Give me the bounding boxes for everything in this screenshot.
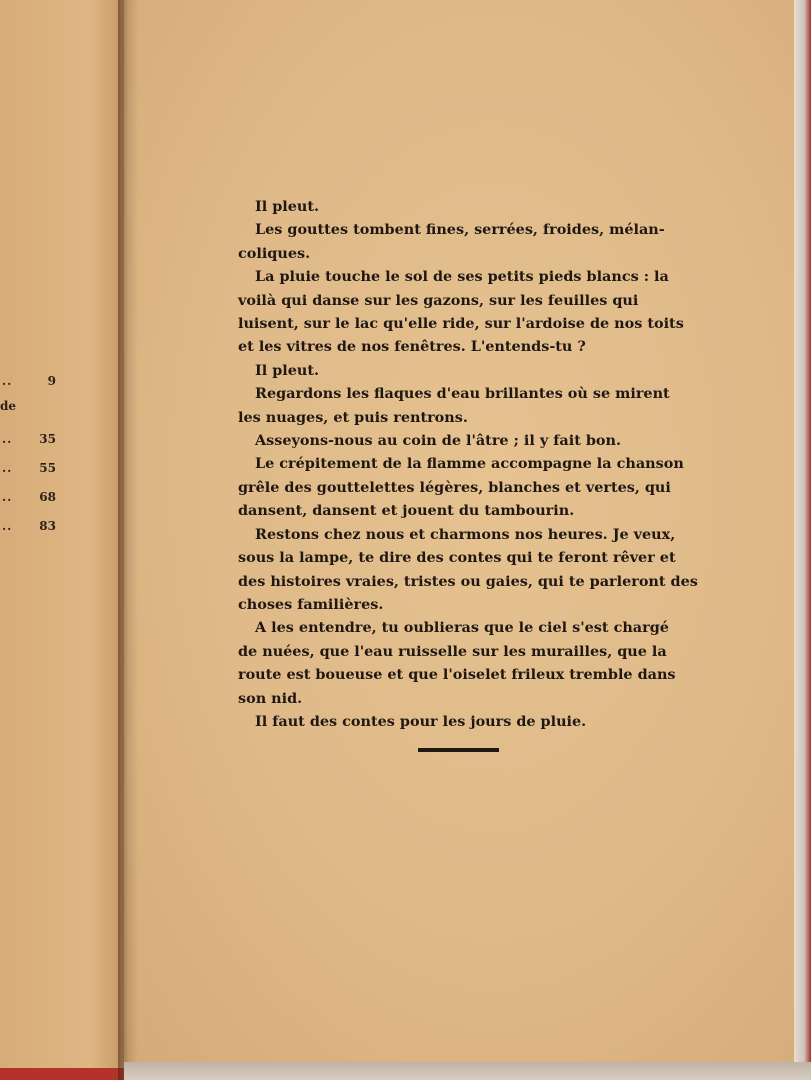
gutter-shadow — [118, 0, 138, 1080]
paragraph — [238, 382, 670, 429]
text-line: voilà qui danse sur les gazons, sur les feuilles qui — [238, 291, 639, 309]
text-line: Le crépitement de la flamme accompagne la chanson — [255, 455, 684, 473]
paragraph — [238, 218, 669, 265]
text-line: Restons chez nous et charmons nos heures. Je veux, — [255, 525, 676, 543]
text-line: Regardons les flaques d'eau brillantes où se mirent — [255, 385, 670, 403]
text-line: grêle des gouttelettes légères, blanches et vertes, qui — [238, 478, 671, 496]
toc-entry — [0, 455, 56, 484]
text-line: Il faut des contes pour les jours de pluie. — [255, 712, 587, 730]
toc-leader-dots: .. — [2, 519, 13, 533]
paragraph — [238, 452, 684, 522]
toc-entry — [0, 513, 56, 542]
text-line: les nuages, et puis rentrons. — [238, 408, 468, 426]
toc-page-number: 83 — [39, 519, 56, 533]
paragraph — [238, 523, 698, 617]
text-line: A les entendre, tu oublieras que le ciel s'est chargé — [255, 619, 669, 637]
paragraph — [238, 616, 676, 710]
toc-entry — [0, 397, 56, 426]
page-stack-edge — [794, 0, 811, 1080]
toc-leader-dots: .. — [2, 374, 13, 388]
text-line: choses familières. — [238, 595, 384, 613]
toc-entry — [0, 368, 56, 397]
toc-entry-word: de — [0, 399, 17, 413]
text-line: des histoires vraies, tristes ou gaies, qui te parleront des — [238, 572, 698, 590]
left-page — [0, 0, 128, 1080]
text-line: Les gouttes tombent fines, serrées, froides, mélan- — [255, 221, 665, 239]
text-line: de nuées, que l'eau ruisselle sur les murailles, que la — [238, 642, 667, 660]
toc-page-number: 55 — [39, 461, 56, 475]
text-line: Il pleut. — [255, 361, 320, 379]
text-line: coliques. — [238, 244, 311, 262]
text-line: Il pleut. — [255, 198, 320, 215]
paragraph — [238, 265, 684, 359]
paragraph — [255, 710, 669, 733]
toc-page-number: 35 — [39, 432, 56, 446]
cover-edge — [0, 1068, 128, 1080]
text-line: luisent, sur le lac qu'elle ride, sur l'ardoise de nos toits — [238, 315, 684, 333]
paragraph — [255, 429, 669, 452]
toc-leader-dots: .. — [2, 432, 13, 446]
toc-entry — [0, 484, 56, 513]
body-text — [238, 195, 698, 733]
text-line: son nid. — [238, 689, 303, 707]
toc-entry — [0, 426, 56, 455]
page-bottom-edge — [124, 1062, 811, 1080]
toc-leader-dots: .. — [2, 461, 13, 475]
paragraph — [255, 359, 669, 382]
toc-page-number: 68 — [39, 490, 56, 504]
toc-leader-dots: .. — [2, 490, 13, 504]
text-line: Asseyons-nous au coin de l'âtre ; il y fait bon. — [255, 432, 621, 450]
text-line: route est boueuse et que l'oiselet frileux tremble dans — [238, 666, 676, 684]
text-line: dansent, dansent et jouent du tambourin. — [238, 502, 575, 520]
table-of-contents-fragment — [0, 368, 56, 542]
paragraph — [255, 195, 669, 218]
text-line: sous la lampe, te dire des contes qui te feront rêver et — [238, 549, 676, 567]
text-line: et les vitres de nos fenêtres. L'entends-tu ? — [238, 338, 586, 356]
section-end-rule — [418, 748, 499, 752]
toc-page-number: 9 — [47, 374, 56, 388]
text-line: La pluie touche le sol de ses petits pieds blancs : la — [255, 268, 669, 286]
